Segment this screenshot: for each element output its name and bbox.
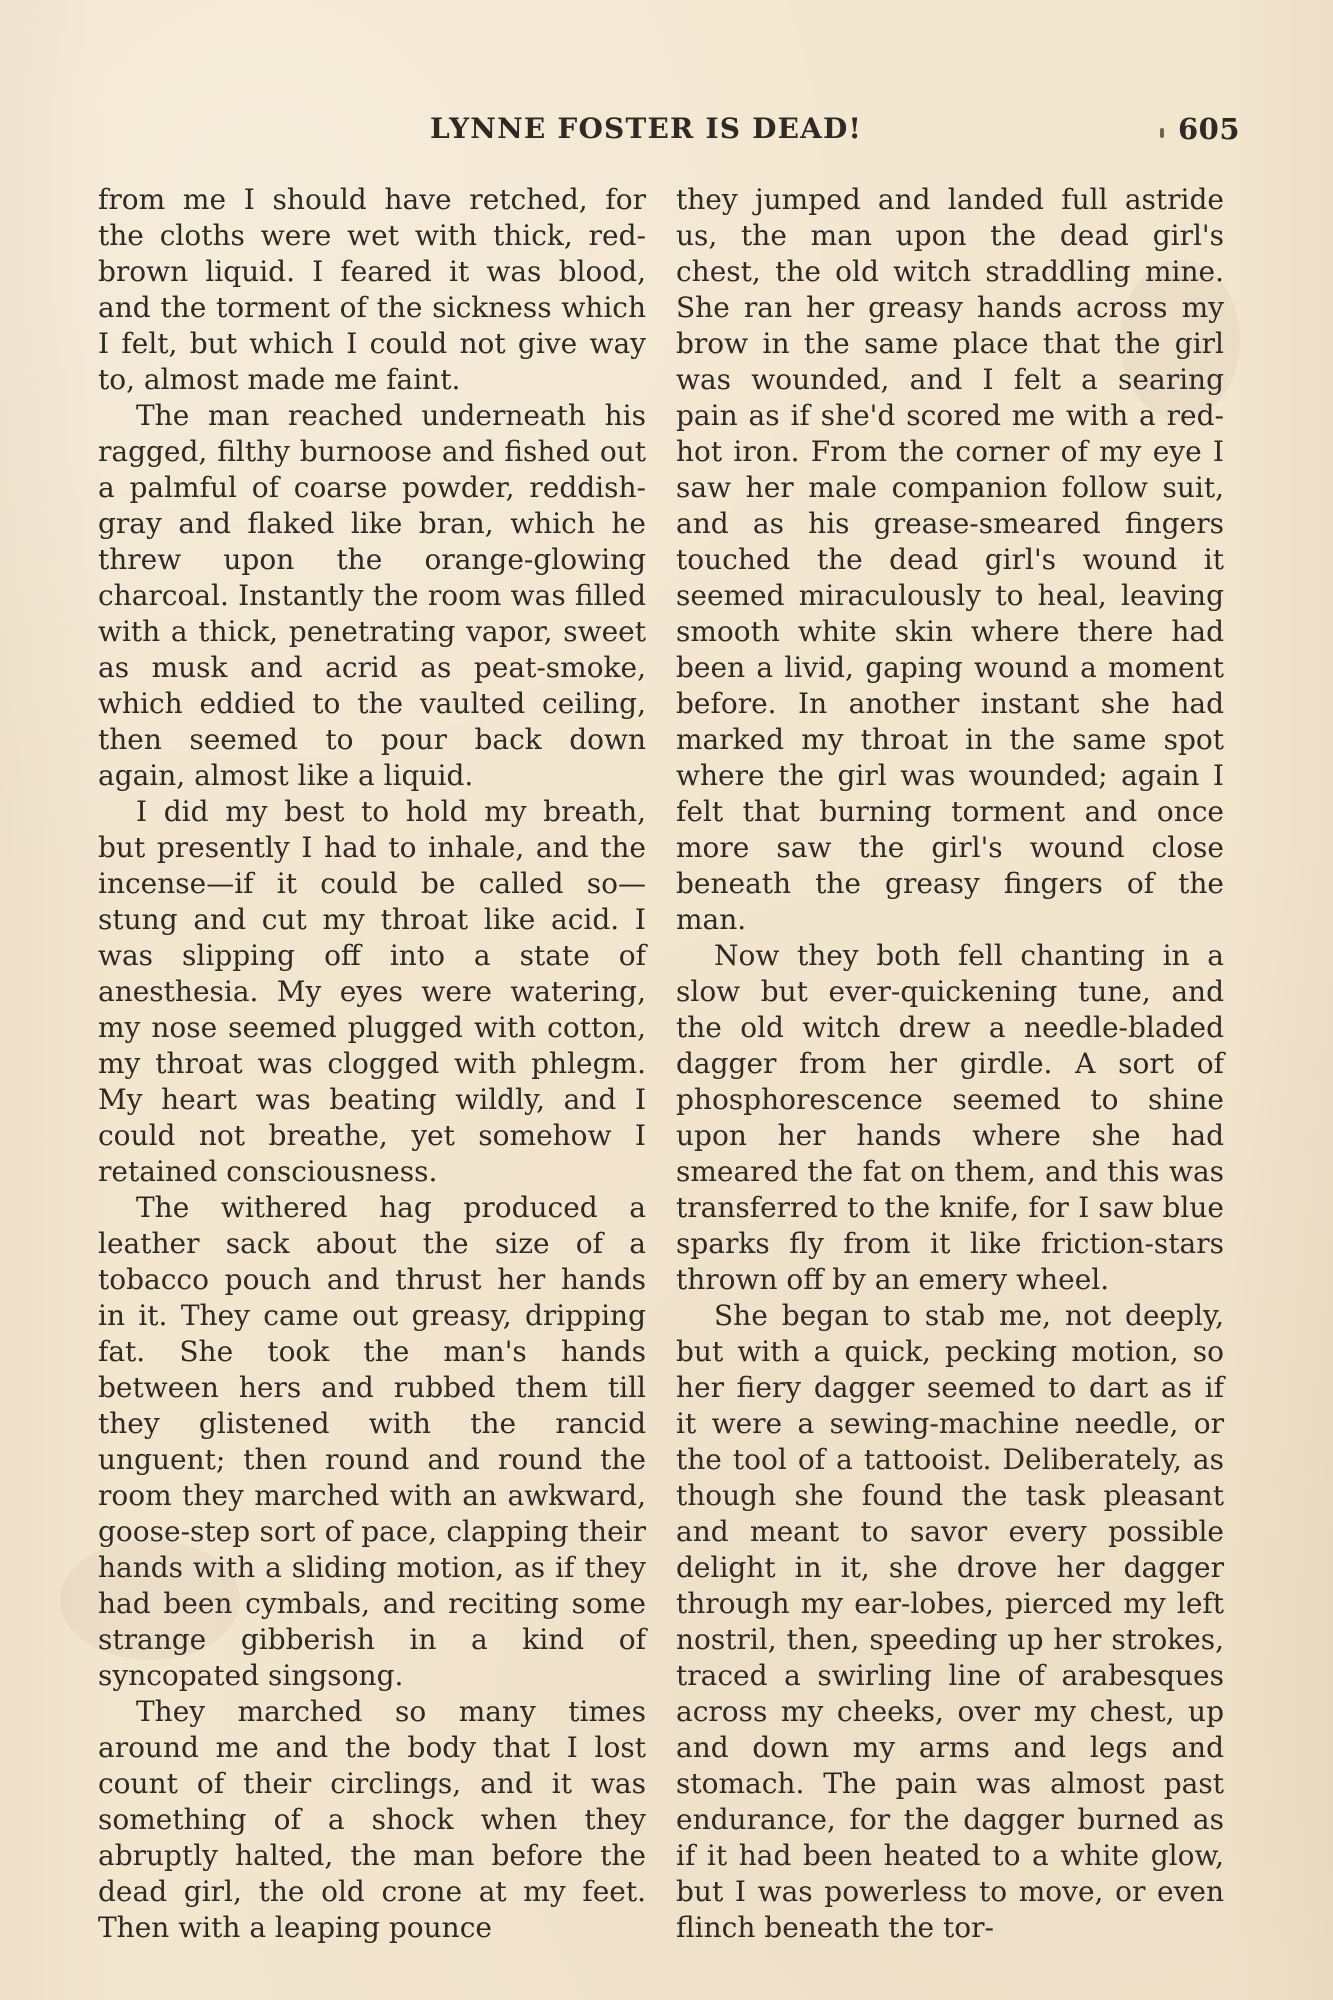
paragraph: They marched so many times around me and the body that I lost count of their circlings, and it was something of a shock when they abruptly halted, the man before the dead girl, the old crone at my feet. Then with a leaping pounce [98,1695,646,1944]
paragraph: Now they both fell chanting in a slow but ever-quickening tune, and the old witch drew a needle-bladed dagger from her girdle. A sort of phosphorescence seemed to shine upon her hands where she had smeared the fat on them, and this was transferred to the knife, for I saw blue sparks fly from it like friction-stars thrown off by an emery wheel. [676,939,1224,1296]
paragraph: I did my best to hold my breath, but presently I had to inhale, and the incense—if it could be called so—stung and cut my throat like acid. I was slipping off into a state of anesthesia. My eyes were watering, my nose seemed plugged with cotton, my throat was clogged with phlegm. My heart was beating wildly, and I could not breathe, yet somehow I retained consciousness. [98,795,646,1188]
right-column [676,182,1224,1946]
paragraph: She began to stab me, not deeply, but with a quick, pecking motion, so her fiery dagger seemed to dart as if it were a sewing-machine needle, or the tool of a tattooist. Deliberately, as though she found the task pleasant and meant to savor every possible delight in it, she drove her dagger through my ear-lobes, pierced my left nostril, then, speeding up her strokes, traced a swirling line of arabesques across my cheeks, over my chest, up and down my arms and legs and stomach. The pain was almost past endurance, for the dagger burned as if it had been heated to a white glow, but I was powerless to move, or even flinch beneath the tor- [676,1299,1224,1944]
paragraph: they jumped and landed full astride us, the man upon the dead girl's chest, the old witch straddling mine. She ran her greasy hands across my brow in the same place that the girl was wounded, and I felt a searing pain as if she'd scored me with a red-hot iron. From the corner of my eye I saw her male companion follow suit, and as his grease-smeared fingers touched the dead girl's wound it seemed miraculously to heal, leaving smooth white skin where there had been a livid, gaping wound a moment before. In another instant she had marked my throat in the same spot where the girl was wounded; again I felt that burning torment and once more saw the girl's wound close beneath the greasy fingers of the man. [676,183,1224,936]
page-number: 605 [1178,112,1241,146]
paragraph: from me I should have retched, for the cloths were wet with thick, red-brown liquid. I feared it was blood, and the torment of the sickness which I felt, but which I could not give way to, almost made me faint. [98,183,646,396]
paragraph: The man reached underneath his ragged, filthy burnoose and fished out a palmful of coarse powder, reddish-gray and flaked like bran, which he threw upon the orange-glowing charcoal. Instantly the room was filled with a thick, penetrating vapor, sweet as musk and acrid as peat-smoke, which eddied to the vaulted ceiling, then seemed to pour back down again, almost like a liquid. [98,399,646,792]
page-header [0,112,1333,152]
running-title: LYNNE FOSTER IS DEAD! [430,112,863,145]
paragraph: The withered hag produced a leather sack about the size of a tobacco pouch and thrust her hands in it. They came out greasy, dripping fat. She took the man's hands between hers and rubbed them till they glistened with the rancid unguent; then round and round the room they marched with an awkward, goose-step sort of pace, clapping their hands with a sliding motion, as if they had been cymbals, and reciting some strange gibberish in a kind of syncopated singsong. [98,1191,646,1692]
text-columns [98,182,1236,1944]
left-column [98,182,646,1946]
